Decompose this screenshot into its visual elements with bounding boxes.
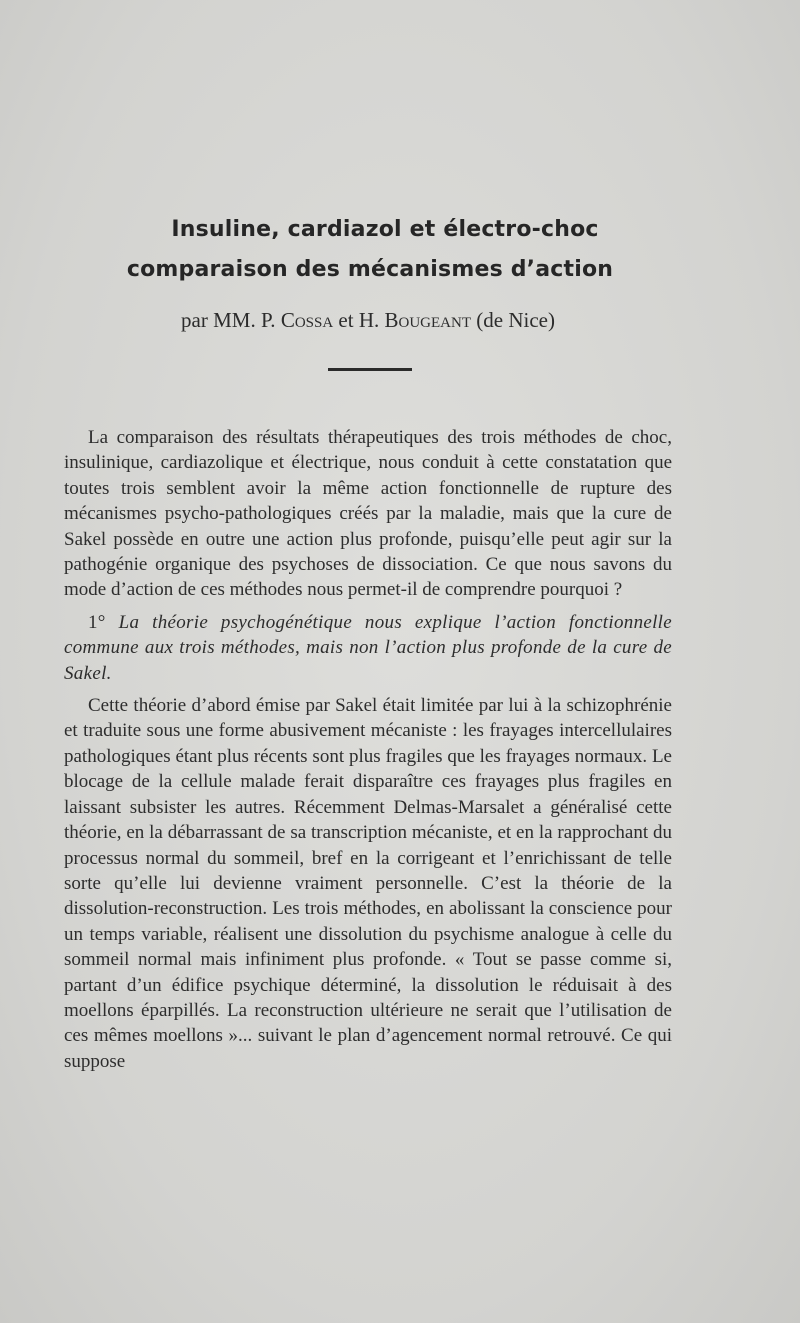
article-title-line-2: comparaison des mécanismes d’action bbox=[126, 257, 614, 282]
article-body bbox=[64, 425, 672, 1081]
section-heading-1 bbox=[64, 610, 672, 686]
paragraph-theory: Cette théorie d’abord émise par Sakel était limitée par lui à la schizophrénie et traduite sous une forme abusivement mécaniste : les frayages intercellulaires pathologiques étant plus récents sont plus fragiles que les frayages normaux. Le blocage de la cellule malade ferait disparaître ces frayages plus fragiles en laissant subsister les autres. Récemment Delmas-Marsalet a généralisé cette théorie, en la débarrassant de sa transcription mécaniste, et en la rapprochant du processus normal du sommeil, bref en la corrigeant et l’enrichissant de telle sorte qu’elle lui devienne vraiment personnelle. C’est la théorie de la dissolution-reconstruction. Les trois méthodes, en abolissant la conscience pour un temps variable, réalisent une dissolution du psychisme analogue à celle du sommeil normal mais infiniment plus profonde. « Tout se passe comme si, partant d’un édifice psychique déterminé, la dissolution le réduisait à des moellons éparpillés. La reconstruction ultérieure ne serait que l’utilisation de ces mêmes moellons »... suivant le plan d’agencement normal retrouvé. Ce qui suppose bbox=[64, 695, 672, 1072]
section-number: 1° bbox=[88, 611, 106, 633]
byline-suffix: (de Nice) bbox=[471, 308, 555, 332]
author-cossa: Cossa bbox=[280, 308, 334, 332]
paragraph-intro: La comparaison des résultats thérapeutiques des trois méthodes de choc, insulinique, cardiazolique et électrique, nous conduit à cette constatation que toutes trois semblent avoir la même action fonctionnelle de rupture des mécanismes psycho-pathologiques créés par la maladie, mais que la cure de Sakel possède en outre une action plus profonde, puisqu’elle peut agir sur la pathogénie organique des psychoses de dissociation. Ce que nous savons du mode d’action de ces méthodes nous permet-il de comprendre pourquoi ? bbox=[64, 427, 672, 601]
author-bougeant: Bougeant bbox=[384, 308, 471, 332]
byline-prefix: par MM. P. bbox=[181, 308, 281, 332]
byline bbox=[0, 308, 736, 333]
article-title-line-1: Insuline, cardiazol et électro-choc bbox=[171, 217, 599, 242]
title-divider-rule bbox=[328, 368, 412, 371]
section-heading-text: La théorie psychogénétique nous explique l’action fonctionnelle commune aux trois méthodes, mais non l’action plus profonde de la cure de Sakel. bbox=[64, 611, 672, 684]
byline-middle: et H. bbox=[333, 308, 385, 332]
